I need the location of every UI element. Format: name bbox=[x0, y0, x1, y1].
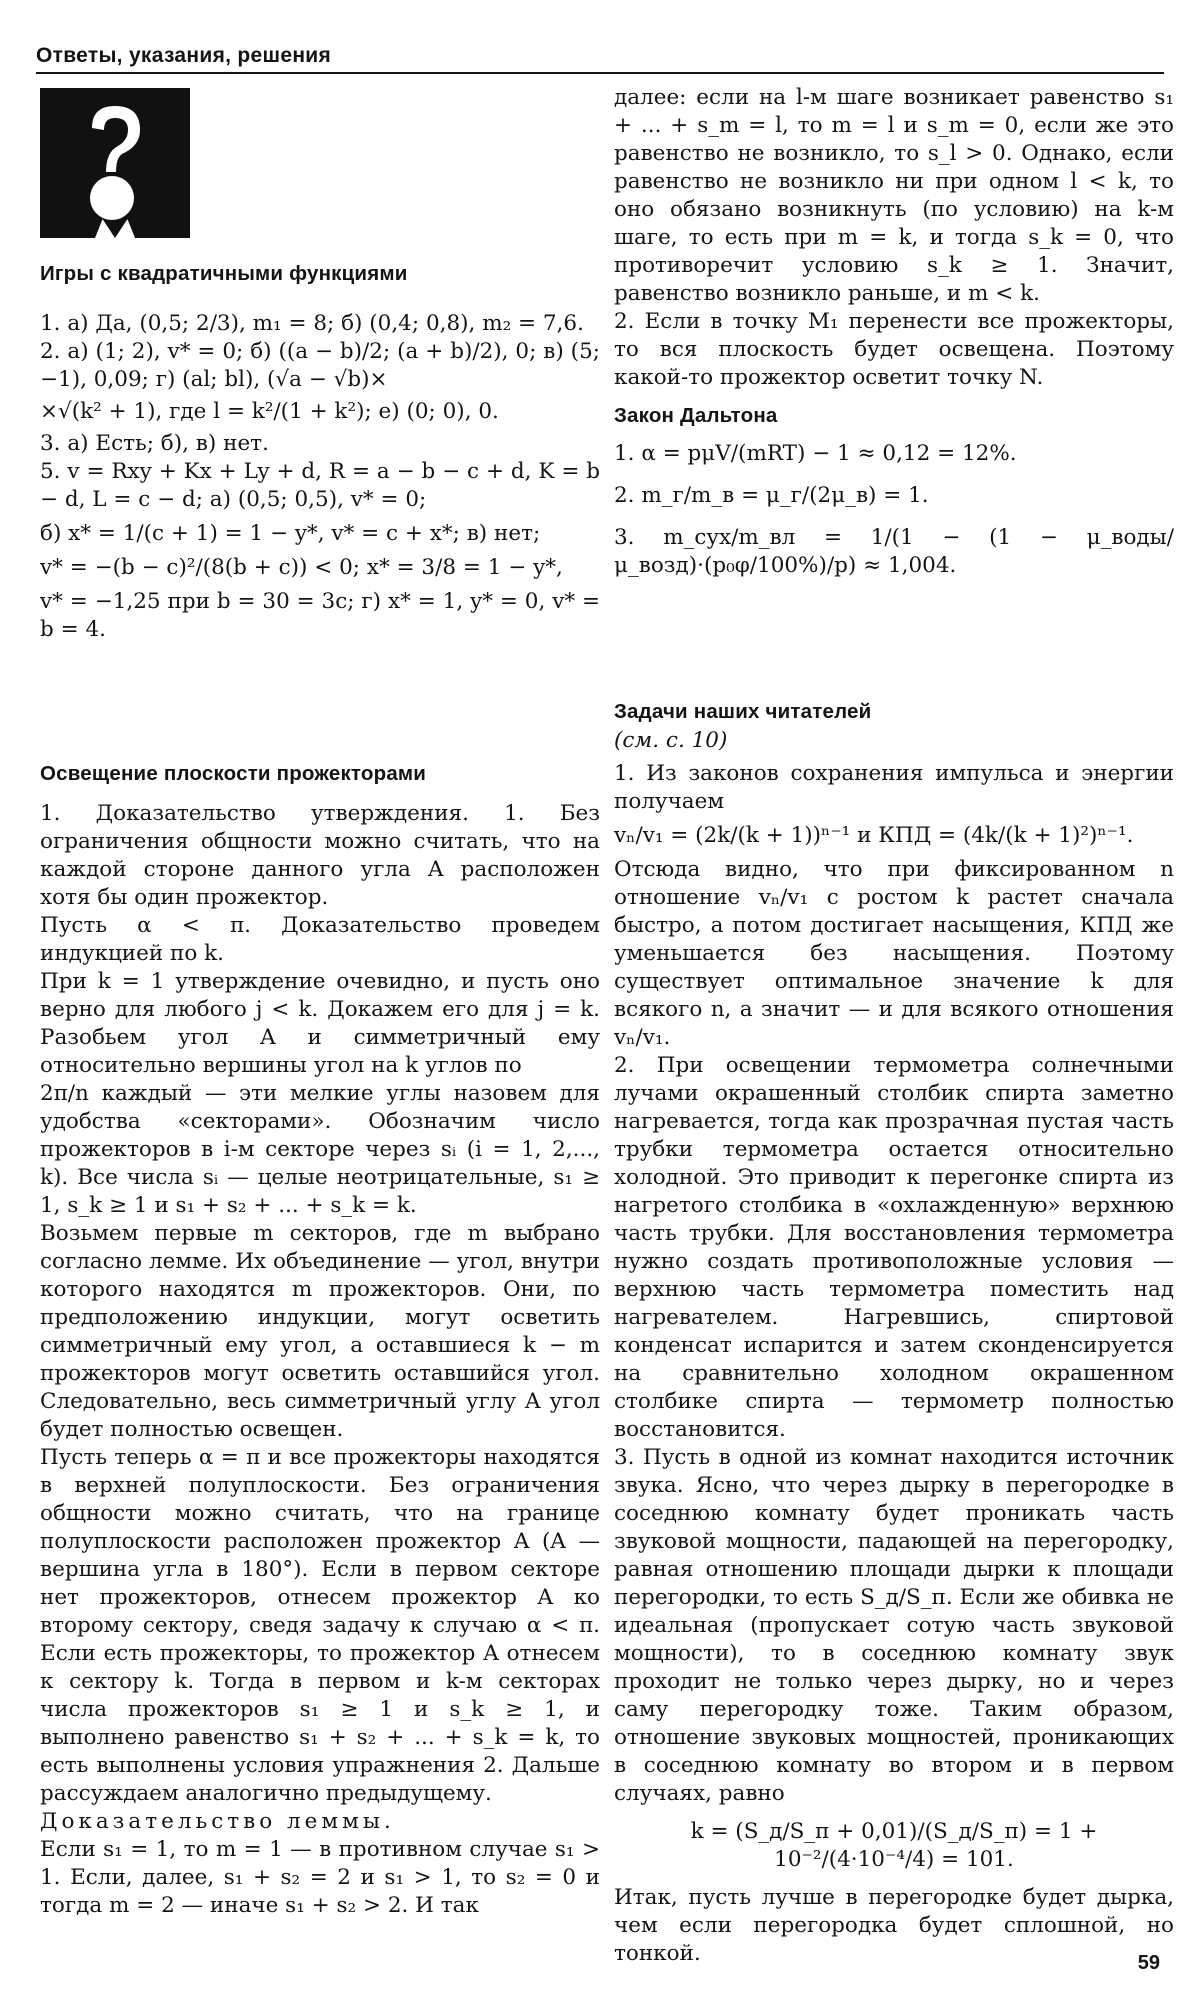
projectors-text bbox=[40, 800, 600, 1920]
continuation-text bbox=[614, 84, 1174, 392]
question-mark-logo bbox=[40, 88, 190, 238]
answer-item: ×√(k² + 1), где l = k²/(1 + k²); е) (0; 0), 0. bbox=[40, 399, 499, 424]
answer-item: 3. m_сух/m_вл = 1/(1 − (1 − μ_воды/μ_возд)·(p₀φ/100%)/p) ≈ 1,004. bbox=[614, 525, 1174, 578]
paragraph: Итак, пусть лучше в перегородке будет дырка, чем если перегородка будет сплошной, но тонкой. bbox=[614, 1885, 1174, 1966]
paragraph: Пусть теперь α = π и все прожекторы находятся в верхней полуплоскости. Без ограничения общности можно считать, что на границе полуплоскости расположен прожектор A (A — вершина угла в 180°). Если в первом секторе нет прожекторов, отнесем прожектор A ко второму сектору, сведя задачу к случаю α < π. Если есть прожекторы, то прожектор A отнесем к сектору k. Тогда в первом и k-м секторах числа прожекторов s₁ ≥ 1 и s_k ≥ 1, и выполнено равенство s₁ + s₂ + ... + s_k = k, то есть выполнены условия упражнения 2. Дальше рассуждаем аналогично предыдущему. bbox=[40, 1445, 600, 1806]
section-title-projectors: Освещение плоскости прожекторами bbox=[40, 762, 427, 785]
answer-item: 5. v = Rxy + Kx + Ly + d, R = a − b − c + d, K = b − d, L = c − d; а) (0,5; 0,5), v* = 0; bbox=[40, 459, 600, 512]
section-title-quadratic: Игры с квадратичными функциями bbox=[40, 262, 408, 285]
answer-item: 1. α = pμV/(mRT) − 1 ≈ 0,12 = 12%. bbox=[614, 441, 1017, 466]
formula-line: k = (S_д/S_п + 0,01)/(S_д/S_п) = 1 + 10⁻²/(4·10⁻⁴/4) = 101. bbox=[690, 1819, 1098, 1872]
paragraph: 3. Пусть в одной из комнат находится источник звука. Ясно, что через дырку в перегородке в соседнюю комнату будет проникать часть звуковой мощности, падающей на перегородку, равная отношению площади дырки к площади перегородки, то есть S_д/S_п. Если же обивка не идеальная (пропускает сотую часть звуковой мощности), то в соседнюю комнату звук проходит не только через дырку, но и через саму перегородку тоже. Таким образом, отношение звуковых мощностей, проникающих в соседнюю комнату во втором и в первом случаях, равно bbox=[614, 1445, 1174, 1806]
page-number: 59 bbox=[1137, 1952, 1160, 1974]
answer-item: 3. а) Есть; б), в) нет. bbox=[40, 431, 269, 456]
paragraph: 2π/n каждый — эти мелкие углы назовем для удобства «секторами». Обозначим число прожекторов в i-м секторе через sᵢ (i = 1, 2,..., k). Все числа sᵢ — целые неотрицательные, s₁ ≥ 1, s_k ≥ 1 и s₁ + s₂ + ... + s_k = k. bbox=[40, 1081, 600, 1218]
section-title-readers: Задачи наших читателей bbox=[614, 700, 872, 723]
readers-text bbox=[614, 760, 1174, 1968]
answer-item: 2. m_г/m_в = μ_г/(2μ_в) = 1. bbox=[614, 483, 929, 508]
paragraph: далее: если на l-м шаге возникает равенство s₁ + ... + s_m = l, то m = l и s_m = 0, если же это равенство не возникло, то s_l > 0. Однако, если равенство не возникло ни при одном l < k, то оно обязано возникнуть (по условию) на k-м шаге, то есть при m = k, и тогда s_k = 0, что противоречит условию s_k ≥ 1. Значит, равенство возникло раньше, и m < k. bbox=[614, 85, 1174, 306]
header-rule bbox=[36, 72, 1164, 74]
section-subtitle: (см. с. 10) bbox=[614, 728, 728, 753]
paragraph: 2. При освещении термометра солнечными лучами окрашенный столбик спирта заметно нагревается, тогда как прозрачная пустая часть трубки термометра остается относительно холодной. Это приводит к перегонке спирта из нагретого столбика в «охлажденную» верхнюю часть трубки. Для восстановления термометра нужно создать противоположные условия — верхнюю часть термометра поместить над нагревателем. Нагревшись, спиртовой конденсат испарится и затем сконденсируется на сравнительно холодном окрашенном столбике спирта — термометр полностью восстановится. bbox=[614, 1053, 1174, 1442]
formula-line: vₙ/v₁ = (2k/(k + 1))ⁿ⁻¹ и КПД = (4k/(k + 1)²)ⁿ⁻¹. bbox=[614, 823, 1134, 848]
paragraph: Пусть α < π. Доказательство проведем индукцией по k. bbox=[40, 913, 600, 966]
paragraph: 2. Если в точку M₁ перенести все прожекторы, то вся плоскость будет освещена. Поэтому какой-то прожектор осветит точку N. bbox=[614, 309, 1174, 390]
section-title-dalton: Закон Дальтона bbox=[614, 404, 778, 427]
answer-item: 1. а) Да, (0,5; 2/3), m₁ = 8; б) (0,4; 0,8), m₂ = 7,6. bbox=[40, 311, 584, 336]
answer-item: v* = −1,25 при b = 30 = 3c; г) x* = 1, y* = 0, v* = b = 4. bbox=[40, 589, 600, 642]
paragraph: При k = 1 утверждение очевидно, и пусть оно верно для любого j < k. Докажем его для j = k. Разобьем угол A и симметричный ему относительно вершины угол на k углов по bbox=[40, 969, 600, 1078]
paragraph: Возьмем первые m секторов, где m выбрано согласно лемме. Их объединение — угол, внутри которого находятся m прожекторов. Они, по предположению индукции, могут осветить симметричный ему угол, а оставшиеся k − m прожекторов могут осветить оставшийся угол. Следовательно, весь симметричный углу A угол будет полностью освещен. bbox=[40, 1221, 600, 1442]
answer-item: б) x* = 1/(c + 1) = 1 − y*, v* = c + x*; в) нет; bbox=[40, 521, 541, 546]
paragraph: Отсюда видно, что при фиксированном n отношение vₙ/v₁ с ростом k растет сначала быстро, а потом достигает насыщения, КПД же уменьшается без насыщения. Поэтому существует оптимальное значение k для всякого n, а значит — и для всякого отношения vₙ/v₁. bbox=[614, 857, 1174, 1050]
answer-item: 2. а) (1; 2), v* = 0; б) ((a − b)/2; (a + b)/2), 0; в) (5; −1), 0,09; г) (al; bl), (√a − √b)× bbox=[40, 339, 600, 392]
dalton-answers bbox=[614, 440, 1174, 580]
quadratic-answers bbox=[40, 310, 600, 644]
paragraph: 1. Доказательство утверждения. 1. Без ограничения общности можно считать, что на каждой стороне данного угла A расположен хотя бы один прожектор. bbox=[40, 801, 600, 910]
paragraph: 1. Из законов сохранения импульса и энергии получаем bbox=[614, 761, 1174, 814]
paragraph: Если s₁ = 1, то m = 1 — в противном случае s₁ > 1. Если, далее, s₁ + s₂ = 2 и s₁ > 1, то s₂ = 0 и тогда m = 2 — иначе s₁ + s₂ > 2. И так bbox=[40, 1837, 600, 1918]
answer-item: v* = −(b − c)²/(8(b + c)) < 0; x* = 3/8 = 1 − y*, bbox=[40, 555, 563, 580]
section-header: Ответы, указания, решения bbox=[36, 44, 332, 67]
paragraph: Доказательство леммы. bbox=[40, 1809, 395, 1834]
